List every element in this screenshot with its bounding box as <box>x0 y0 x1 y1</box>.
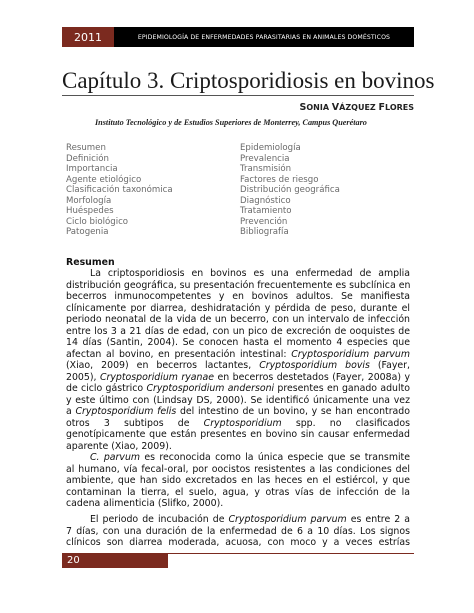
author-initial: V <box>331 102 340 113</box>
text-line <box>66 349 410 361</box>
text-run: es entre 2 a <box>346 514 410 525</box>
running-header <box>62 27 414 47</box>
text-line: contaminan la tierra, el suelo, agua, y otras vías de infección de la <box>66 486 410 498</box>
author-text: ÁZQUEZ <box>339 103 379 112</box>
text-run: a <box>66 406 76 417</box>
toc-item: Tratamiento <box>240 206 292 216</box>
text-line: clínicamente por diarrea, deshidratación y pérdida de peso, durante el <box>66 302 410 314</box>
text-run: afectan al bovino, en presentación intestinal: <box>66 348 292 360</box>
text-run: de ciclo gástrico <box>66 383 147 394</box>
species-name: Cryptosporidium bovis <box>259 360 370 371</box>
author-name <box>300 102 415 113</box>
toc-item: Definición <box>66 153 109 164</box>
text-line <box>66 360 410 372</box>
toc-item: Transmisión <box>240 164 292 174</box>
chapter-title: Capítulo 3. Criptosporidiosis en bovinos <box>62 68 435 93</box>
header-year: 2011 <box>62 27 114 47</box>
text-run: (Xiao, 2009) en becerros lactantes, <box>66 360 260 371</box>
page-number: 20 <box>62 553 168 568</box>
text-line: entre los 3 a 21 días de edad, con un pico de excreción de ooquistes de <box>66 325 410 337</box>
toc-item: Resumen <box>66 143 106 153</box>
section-heading: Resumen <box>66 257 115 268</box>
species-name: Cryptosporidium parvum <box>291 348 410 360</box>
institution: Instituto Tecnológico y de Estudios Superiores de Monterrey, Campus Querétaro <box>95 118 367 127</box>
toc-right-column <box>240 143 340 238</box>
text-line: becerros inmunocompetentes y en bovinos adultos. Se manifiesta <box>66 291 410 302</box>
author-text: ONIA <box>306 103 332 112</box>
text-line: 7 días, con una duración de la enfermedad de 6 a 10 días. Los signos <box>66 525 410 537</box>
text-line: genotípicamente que están presentes en bovino sin causar enfermedad <box>66 429 410 440</box>
text-line: aparente (Xiao, 2009). <box>66 440 172 452</box>
paragraph-1 <box>66 268 410 452</box>
text-line: periodo neonatal de la vida de un becerro, con un intervalo de infección <box>66 314 410 325</box>
text-line <box>66 418 410 430</box>
text-run: otros 3 subtipos de <box>66 417 204 429</box>
species-name: C. parvum <box>90 452 141 463</box>
text-line: ambiente, que han sido excretados en las heces en el estiércol, y que <box>66 475 410 486</box>
text-line: La criptosporidiosis en bovinos es una enfermedad de amplia <box>90 268 410 279</box>
text-run: presentes en ganado adulto <box>274 383 410 394</box>
toc-item: Bibliografía <box>240 227 289 237</box>
toc-item: Patogenia <box>66 227 109 237</box>
species-name: Cryptosporidium parvum <box>228 514 347 525</box>
text-line <box>66 514 410 526</box>
text-line: distribución geográfica, su presentación frecuentemente es subclínica en <box>66 279 410 291</box>
text-run: es reconocida como la única especie que se transmite <box>140 452 410 463</box>
author-initial: F <box>378 102 385 113</box>
species-name: Cryptosporidium <box>203 417 282 429</box>
toc-item: Morfología <box>66 195 112 206</box>
text-run: El periodo de incubación de <box>90 514 229 525</box>
toc-item: Diagnóstico <box>240 195 291 206</box>
text-run: en becerros destetados (Fayer, 2008a) y <box>214 371 410 383</box>
paragraph-3 <box>66 514 410 549</box>
text-line <box>66 452 410 464</box>
text-line <box>66 372 410 384</box>
text-line: cadena alimenticia (Slifko, 2000). <box>66 498 224 509</box>
text-line <box>66 406 410 418</box>
species-name: Cryptosporidium andersoni <box>146 383 275 394</box>
species-name: Cryptosporidium ryanae <box>99 371 215 383</box>
author-text: LORES <box>385 103 414 112</box>
toc-item: Epidemiología <box>240 143 301 153</box>
toc-item: Prevalencia <box>240 153 290 164</box>
text-run: (Fayer, <box>369 360 410 371</box>
toc-item: Huéspedes <box>66 206 114 216</box>
paragraph-2 <box>66 452 410 510</box>
species-name: Cryptosporidium felis <box>75 406 177 417</box>
header-running-title: EPIDEMIOLOGÍA DE ENFERMEDADES PARASITARIAS EN ANIMALES DOMÉSTICOS <box>114 27 414 47</box>
toc-item: Clasificación taxonómica <box>66 185 173 195</box>
toc-item: Factores de riesgo <box>240 174 319 185</box>
text-run: spp. no clasificados <box>281 417 410 429</box>
toc-item: Ciclo biológico <box>66 216 129 227</box>
toc-item: Importancia <box>66 164 118 174</box>
text-line: 14 días (Santin, 2004). Se conocen hasta el momento 4 especies que <box>66 337 410 348</box>
page-footer <box>62 553 414 568</box>
text-run: 2005), <box>66 371 100 383</box>
toc-item: Agente etiológico <box>66 174 142 185</box>
toc-left-column <box>66 143 173 238</box>
text-line: clínicos son diarrea moderada, acuosa, con moco y a veces estrías <box>66 537 410 548</box>
footer-rule <box>168 553 414 554</box>
toc-item: Distribución geográfica <box>240 185 340 195</box>
title-rule <box>62 95 414 96</box>
text-line: al humano, vía fecal-oral, por oocistos resistentes a las condiciones del <box>66 463 410 475</box>
text-line: y este último con (Lindsay DS, 2000). Se identificó únicamente una vez <box>66 394 410 406</box>
toc-item: Prevención <box>240 216 288 227</box>
author-initial: S <box>299 102 307 113</box>
text-run: del intestino de un bovino, y se han encontrado <box>176 406 410 417</box>
text-line <box>66 383 410 395</box>
